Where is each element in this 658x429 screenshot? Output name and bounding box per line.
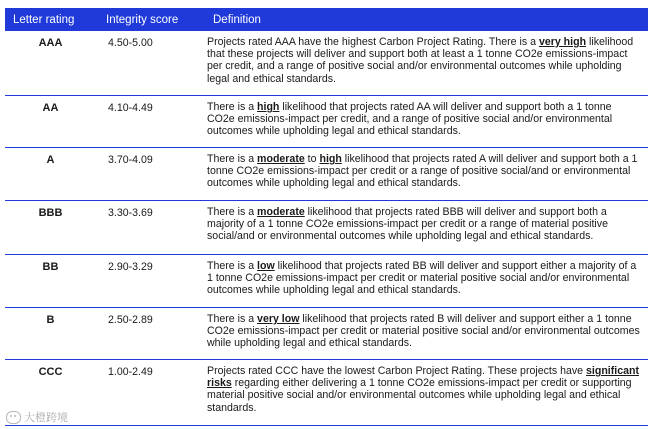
definition-text: likelihood that these projects will deliver and support both at least a 1 tonne CO2e emissions-impact per credit, and a range of positive social and/or environmental outcomes while upholding legal and ethical standards. <box>207 36 634 85</box>
letter-rating-cell: BB <box>5 255 96 308</box>
definition-emphasis: low <box>257 260 275 272</box>
integrity-score-cell: 3.70-4.09 <box>96 148 203 201</box>
integrity-score-cell: 2.90-3.29 <box>96 255 203 308</box>
letter-rating-cell: BBB <box>5 201 96 255</box>
definition-cell <box>203 96 648 148</box>
definition-cell <box>203 308 648 360</box>
definition-text: likelihood that projects rated BBB will deliver and support both a majority of a 1 tonne CO2e emissions-impact per credit or a range of material positive social/and or environmental outcomes while upholding legal and ethical standards. <box>207 206 608 243</box>
definition-text: Projects rated AAA have the highest Carbon Project Rating. There is a <box>207 36 539 48</box>
definition-emphasis: significant risks <box>207 365 639 390</box>
table-row <box>5 148 648 201</box>
header-definition: Definition <box>203 8 648 31</box>
definition-text: There is a <box>207 206 258 218</box>
letter-rating-cell: AA <box>5 96 96 148</box>
rating-table <box>5 8 648 426</box>
definition-emphasis: very high <box>538 36 587 48</box>
definition-cell <box>203 255 648 308</box>
letter-rating-cell: AAA <box>5 31 96 96</box>
chat-bubble-icon <box>6 411 21 424</box>
watermark <box>6 409 68 425</box>
table-row <box>5 31 648 96</box>
definition-text: likelihood that projects rated AA will deliver and support both a 1 tonne CO2e emissions-impact per credit, and a range of positive social and/or environmental outcomes while upholding legal and ethical standards. <box>207 101 613 138</box>
definition-cell <box>203 31 648 96</box>
definition-text: There is a <box>207 153 258 165</box>
integrity-score-cell: 1.00-2.49 <box>96 360 203 426</box>
integrity-score-cell: 3.30-3.69 <box>96 201 203 255</box>
header-row <box>5 8 648 31</box>
definition-emphasis: moderate <box>257 206 305 218</box>
header-letter-rating: Letter rating <box>5 8 96 31</box>
table-row <box>5 201 648 255</box>
table-row <box>5 96 648 148</box>
definition-emphasis: moderate <box>257 153 305 165</box>
integrity-score-cell: 4.10-4.49 <box>96 96 203 148</box>
definition-text: regarding either delivering a 1 tonne CO2e emissions-impact per credit or supporting material positive social and/or environmental outcomes while upholding legal and ethical standards. <box>207 377 632 414</box>
integrity-score-cell: 4.50-5.00 <box>96 31 203 96</box>
definition-text: Projects rated CCC have the lowest Carbon Project Rating. These projects have <box>207 365 587 377</box>
definition-emphasis: high <box>257 101 280 113</box>
definition-cell <box>203 148 648 201</box>
definition-text: likelihood that projects rated A will deliver and support both a 1 tonne CO2e emissions-impact per credit or a range of positive social/and or environmental outcomes while upholding legal and ethical standards. <box>207 153 638 190</box>
table-row <box>5 255 648 308</box>
definition-text: to <box>304 153 320 165</box>
definition-text: There is a <box>207 313 258 325</box>
definition-text: There is a <box>207 101 258 113</box>
table-row <box>5 308 648 360</box>
definition-text: likelihood that projects rated B will deliver and support either a 1 tonne CO2e emissions-impact per credit or material positive social and/or environmental outcomes while upholding legal and ethical standards. <box>207 313 640 350</box>
letter-rating-cell: A <box>5 148 96 201</box>
definition-emphasis: very low <box>257 313 300 325</box>
table-header <box>5 8 648 31</box>
table-body <box>5 31 648 426</box>
definition-text: likelihood that projects rated BB will deliver and support either a majority of a 1 tonne CO2e emissions-impact per credit or material positive social and/or environmental outcomes while upholding legal and ethical standards. <box>207 260 637 297</box>
letter-rating-cell: B <box>5 308 96 360</box>
definition-cell <box>203 201 648 255</box>
table-row <box>5 360 648 426</box>
header-integrity-score: Integrity score <box>96 8 203 31</box>
integrity-score-cell: 2.50-2.89 <box>96 308 203 360</box>
watermark-text: 大橙跨境 <box>24 412 68 424</box>
definition-text: There is a <box>207 260 258 272</box>
definition-cell <box>203 360 648 426</box>
definition-emphasis: high <box>319 153 342 165</box>
letter-rating-cell: CCC <box>5 360 96 426</box>
